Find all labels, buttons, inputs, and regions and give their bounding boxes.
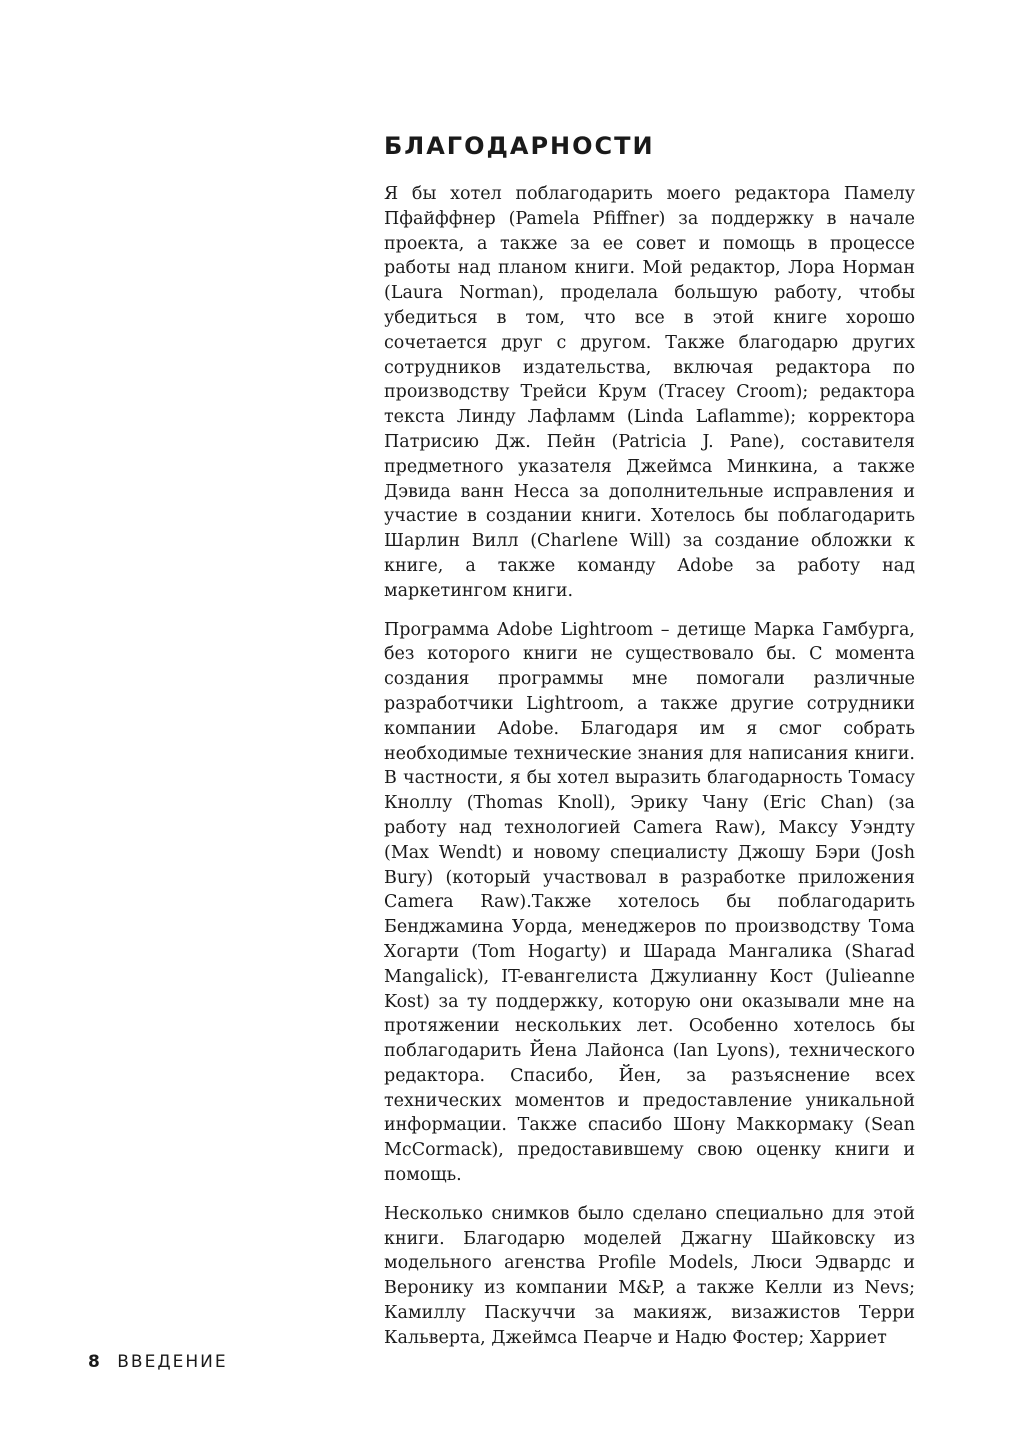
section-heading: БЛАГОДАРНОСТИ: [384, 132, 655, 160]
paragraph-editors: Я бы хотел поблагодарить моего редактора Памелу Пфайффнер (Pamela Pfiffner) за поддержку в начале проекта, а также за ее совет и помощь в процессе работы над планом книги. Мой редактор, Лора Норман (Laura Norman), проделала большую работу, чтобы убедиться в том, что все в этой книге хорошо сочетается друг с другом. Также благодарю других сотрудников издательства, включая редактора по производству Трейси Крум (Tracey Croom); редактора текста Линду Лафламм (Linda Laflamme); корректора Патрисию Дж. Пейн (Patricia J. Pane), составителя предметного указателя Джеймса Минкина, а также Дэвида ванн Несса за дополнительные исправления и участие в создании книги. Хотелось бы поблагодарить Шарлин Вилл (Charlene Will) за создание обложки к книге, а также команду Adobe за работу над маркетингом книги.: [384, 184, 915, 601]
page-number: 8: [88, 1352, 100, 1372]
page-footer: [88, 1350, 228, 1374]
running-section-name: ВВЕДЕНИЕ: [117, 1352, 228, 1372]
acknowledgements-section: [384, 128, 915, 1365]
paragraph-models: Несколько снимков было сделано специально для этой книги. Благодарю моделей Джагну Шайковску из модельного агенства Profile Models, Люси Эдвардс и Веронику из компании M&P, а также Келли из Nevs; Камиллу Паскуччи за макияж, визажистов Терри Кальверта, Джеймса Пеарче и Надю Фостер; Харриет: [384, 1203, 915, 1348]
paragraph-developers: Программа Adobe Lightroom – детище Марка Гамбурга, без которого книги не существовало бы. С момента создания программы мне помогали различные разработчики Lightroom, а также другие сотрудники компании Adobe. Благодаря им я смог собрать необходимые технические знания для написания книги. В частности, я бы хотел выразить благодарность Томасу Кноллу (Thomas Knoll), Эрику Чану (Eric Chan) (за работу над технологией Camera Raw), Максу Уэндту (Max Wendt) и новому специалисту Джошу Бэри (Josh Bury) (который участвовал в разработке приложения Camera Raw).Также хотелось бы поблагодарить Бенджамина Уорда, менеджеров по производству Тома Хогарти (Tom Hogarty) и Шарада Мангалика (Sharad Mangalick), IT-евангелиста Джулианну Кост (Julieanne Kost) за ту поддержку, которую они оказывали мне на протяжении нескольких лет. Особенно хотелось бы поблагодарить Йена Лайонса (Ian Lyons), технического редактора. Спасибо, Йен, за разъяснение всех технических моментов и предоставление уникальной информации. Также спасибо Шону Маккормаку (Sean McCormack), предоставившему свою оценку книги и помощь.: [384, 619, 915, 1186]
